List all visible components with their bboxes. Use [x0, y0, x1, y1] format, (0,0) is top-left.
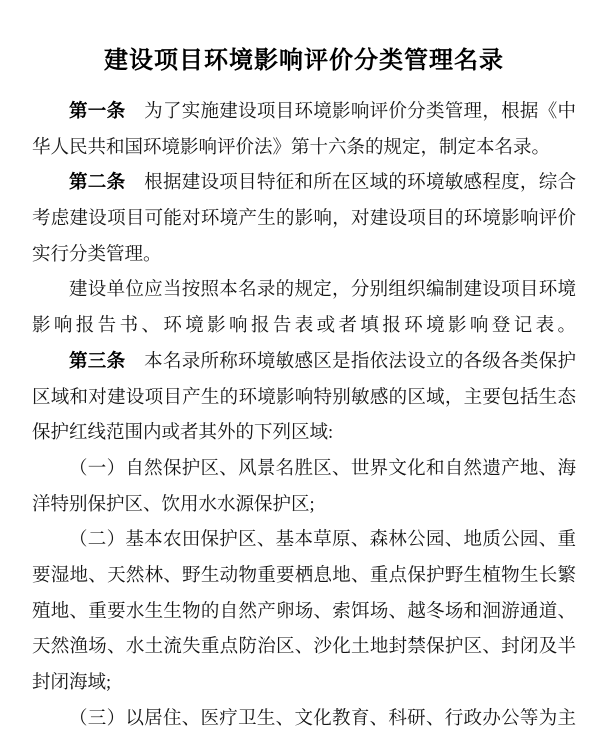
document-line: [32, 238, 576, 274]
document-line: [32, 381, 576, 417]
line-text: 保护红线范围内或者其外的下列区域:: [32, 423, 334, 444]
line-text: 天然渔场、水土流失重点防治区、沙化土地封禁保护区、封闭及半: [32, 637, 576, 658]
document-line: [32, 95, 576, 131]
document-line: [32, 273, 576, 309]
line-text: 考虑建设项目可能对环境产生的影响，对建设项目的环境影响评价: [32, 209, 576, 230]
document-line: [32, 523, 576, 559]
line-text: 要湿地、天然林、野生动物重要栖息地、重点保护野生植物生长繁: [32, 565, 576, 586]
document-line: [32, 416, 576, 452]
document-line: [32, 595, 576, 631]
article-number: 第三条: [69, 351, 126, 372]
document-line: [32, 559, 576, 595]
document-line: [32, 131, 576, 167]
document-line: [32, 345, 576, 381]
article-number: 第二条: [69, 173, 126, 194]
document-line: [32, 309, 576, 345]
line-text: （二）基本农田保护区、基本草原、森林公园、地质公园、重: [69, 530, 576, 551]
document-body: [32, 95, 576, 737]
document-line: [32, 630, 576, 666]
line-text: 建设单位应当按照本名录的规定，分别组织编制建设项目环境: [69, 280, 576, 301]
document-line: [32, 166, 576, 202]
line-text: 为了实施建设项目环境影响评价分类管理，根据《中: [125, 102, 576, 122]
document-line: [32, 702, 576, 738]
document-line: [32, 666, 576, 702]
line-text: 影响报告书、环境影响报告表或者填报环境影响登记表。: [32, 316, 576, 337]
line-text: 华人民共和国环境影响评价法》第十六条的规定，制定本名录。: [32, 137, 551, 158]
line-text: 实行分类管理。: [32, 244, 162, 265]
document-line: [32, 452, 576, 488]
document-title: 建设项目环境影响评价分类管理名录: [104, 48, 504, 75]
document-line: [32, 202, 576, 238]
line-text: 殖地、重要水生生物的自然产卵场、索饵场、越冬场和洄游通道、: [32, 601, 576, 622]
line-text: 根据建设项目特征和所在区域的环境敏感程度，综合: [125, 173, 576, 194]
line-text: （三）以居住、医疗卫生、文化教育、科研、行政办公等为主: [69, 708, 576, 729]
line-text: 洋特别保护区、饮用水水源保护区;: [32, 494, 315, 515]
line-text: 本名录所称环境敏感区是指依法设立的各级各类保护: [125, 351, 576, 372]
line-text: 封闭海域;: [32, 673, 112, 693]
line-text: 区域和对建设项目产生的环境影响特别敏感的区域，主要包括生态: [32, 387, 576, 408]
line-text: （一）自然保护区、风景名胜区、世界文化和自然遗产地、海: [69, 458, 576, 479]
article-number: 第一条: [69, 102, 126, 122]
document-line: [32, 488, 576, 524]
